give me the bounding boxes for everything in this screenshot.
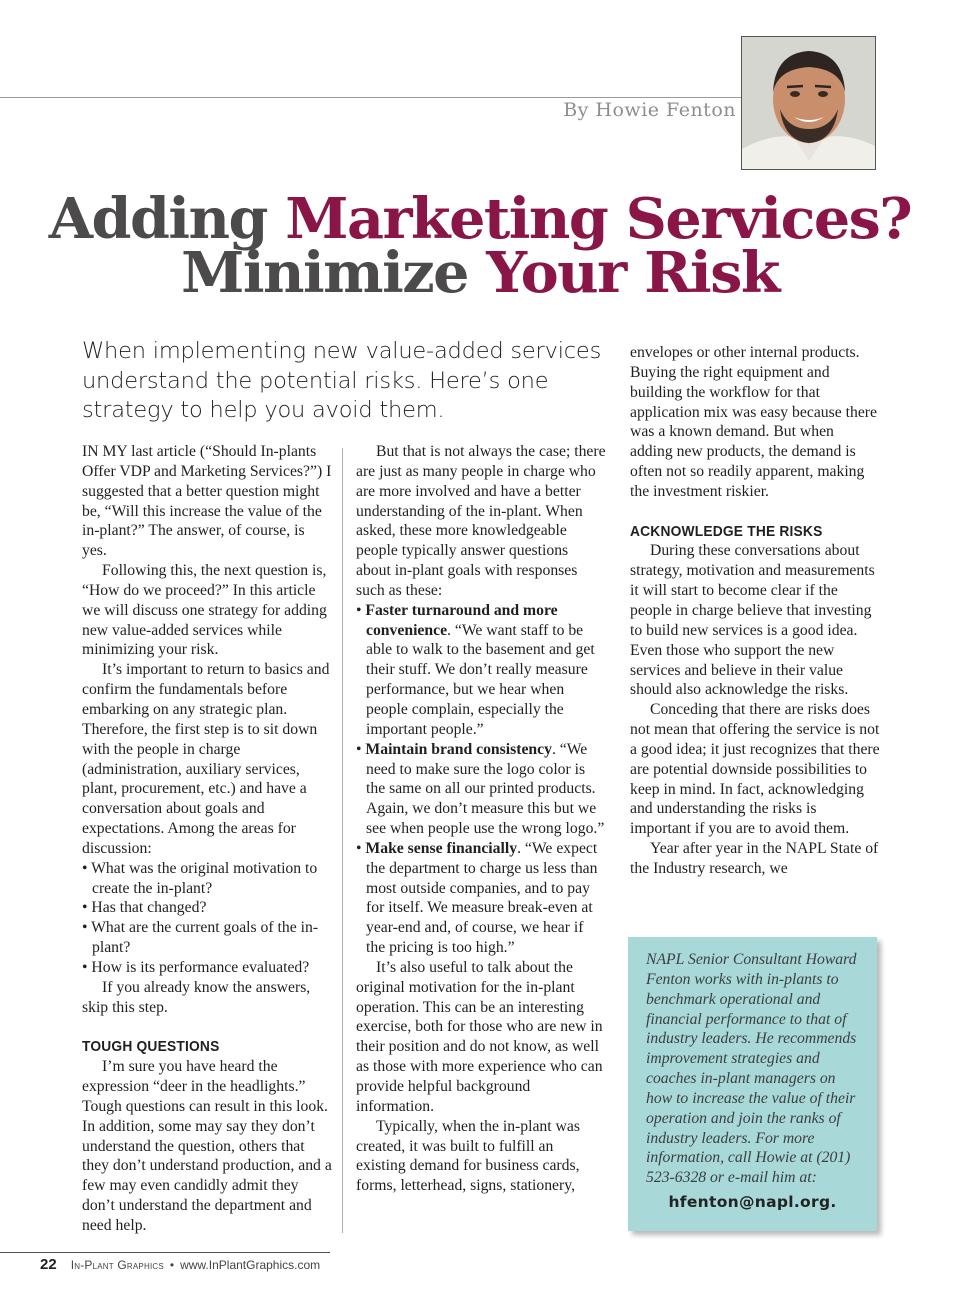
- bullet-item: • What are the current goals of the in-plant?: [82, 919, 319, 957]
- paragraph: If you already know the answers, skip this step.: [82, 978, 311, 1016]
- byline: By Howie Fenton: [563, 99, 736, 121]
- article-column-2: [356, 442, 606, 1196]
- bullet-item: • How is its performance evaluated?: [82, 958, 310, 976]
- page-footer: [40, 1256, 320, 1273]
- paragraph: Following this, the next question is, “How do we proceed?” In this article we will discuss one strategy for adding new value-added services while minimizing your risk.: [82, 562, 327, 659]
- section-heading-tough-questions: TOUGH QUESTIONS: [82, 1038, 220, 1056]
- article-column-1: [82, 442, 332, 1236]
- top-rule: [0, 97, 742, 98]
- paragraph: It’s important to return to basics and confirm the fundamentals before embarking on any strategic plan. Therefore, the first step is to sit down with the people in charge (administration, auxiliary services, plant, procurement, etc.) and have a conversation about goals and expectations. Among the areas for discussion:: [82, 661, 330, 857]
- article-column-3: [630, 343, 880, 879]
- bullet-item: • Has that changed?: [82, 899, 207, 917]
- column-divider: [342, 448, 343, 1233]
- footer-rule: [0, 1252, 330, 1253]
- paragraph: Year after year in the NAPL State of the Industry research, we: [630, 840, 879, 877]
- author-bio-text: NAPL Senior Consultant Howard Fenton works with in-plants to benchmark operational and financial performance to that of industry leaders. He recommends improvement strategies and coaches in-plant managers on how to increase the value of their operation and join the ranks of industry leaders. For more information, call Howie at (201) 523-6328 or e-mail him at:: [646, 951, 857, 1187]
- headline: [0, 186, 960, 306]
- paragraph: I’m sure you have heard the expression “deer in the headlights.” Tough questions can result in this look. In addition, some may say they don’t understand the question, others that they don’t understand production, and a few may even candidly admit they don’t understand the department and need help.: [82, 1058, 332, 1234]
- paragraph: IN MY last article (“Should In-plants Offer VDP and Marketing Services?”) I suggested that a better question might be, “Will this increase the value of the in-plant?” The answer, of course, is yes.: [82, 443, 332, 560]
- dek-subheadline: When implementing new value-added services understand the potential risks. Here’s one strategy to help you avoid them.: [82, 338, 602, 423]
- publication-url[interactable]: www.InPlantGraphics.com: [180, 1258, 321, 1272]
- bullet-item: • Maintain brand consistency. “We need to make sure the logo color is the same on all our printed products. Again, we don’t measure this but we see when people use the wrong logo.”: [356, 740, 605, 838]
- section-heading-acknowledge-risks: ACKNOWLEDGE THE RISKS: [630, 522, 823, 540]
- author-portrait-image: [742, 37, 876, 170]
- publication-name: In-Plant Graphics: [70, 1258, 164, 1272]
- bullet-item: • What was the original motivation to create the in-plant?: [82, 859, 318, 897]
- paragraph: envelopes or other internal products. Buying the right equipment and building the workflow for that application mix was easy because there was a known demand. But when adding new products, the demand is often not so readily apparent, making the investment riskier.: [630, 344, 877, 500]
- paragraph: During these conversations about strategy, motivation and measurements it will start to become clear if the people in charge believe that investing to build new services is a good idea. Even those who support the new services and believe in their value should also acknowledge the risks.: [630, 542, 875, 699]
- paragraph: It’s also useful to talk about the original motivation for the in-plant operation. This can be an interesting exercise, both for those who are new in their position and do not know, as well as those with more experience who can provide helpful background information.: [356, 958, 603, 1115]
- headline-line-2: Minimize Your Risk: [181, 240, 779, 306]
- author-bio-sidebar: [628, 937, 877, 1231]
- bullet-item: • Make sense financially. “We expect the department to charge us less than most outside companies, and to pay for itself. We measure break-even at year-end and, of course, we hear if the pricing is too high.”: [356, 839, 598, 957]
- headline-line-1: Adding Marketing Services?: [48, 186, 912, 252]
- paragraph: But that is not always the case; there are just as many people in charge who are more involved and have a better understanding of the in-plant. When asked, these more knowledgeable people typically answer questions about in-plant goals with responses such as these:: [356, 443, 606, 599]
- author-email-link[interactable]: hfenton@napl.org.: [668, 1193, 837, 1212]
- author-photo: [741, 36, 876, 170]
- paragraph: Typically, when the in-plant was created, it was built to fulfill an existing demand for business cards, forms, letterhead, signs, stationery,: [356, 1117, 580, 1195]
- paragraph: Conceding that there are risks does not mean that offering the service is not a good idea; it just recognizes that there are potential downside possibilities to keep in mind. In fact, acknowledging and understanding the risks is important if you are to avoid them.: [630, 701, 880, 838]
- footer-separator: •: [169, 1258, 175, 1272]
- page-number: 22: [40, 1256, 57, 1273]
- bullet-item: • Faster turnaround and more convenience. “We want staff to be able to walk to the basement and get their stuff. We don’t really measure performance, but we hear when people complain, especially the important people.”: [356, 601, 595, 738]
